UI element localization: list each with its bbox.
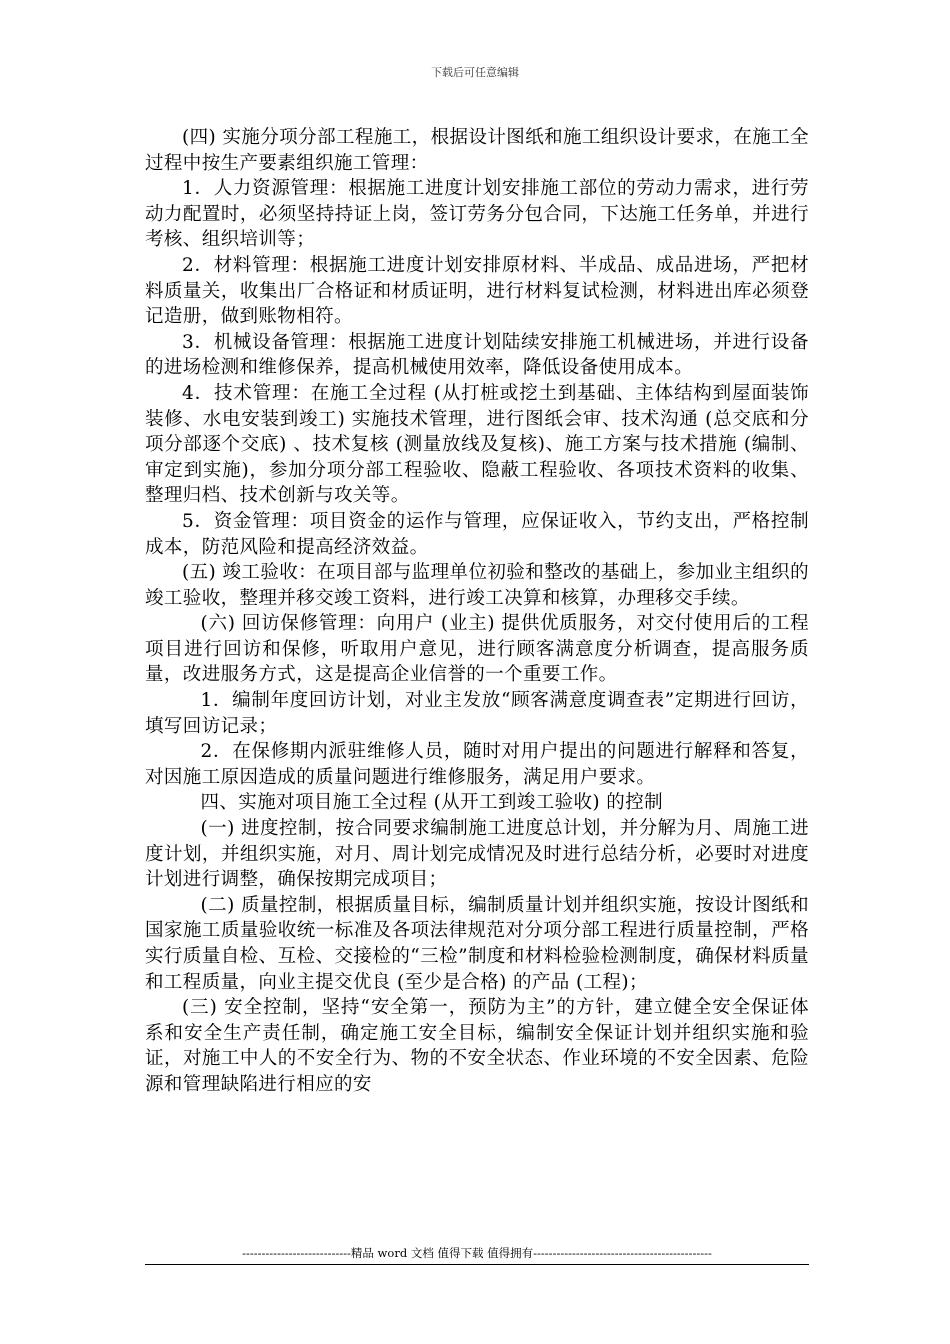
paragraph-safety-control: (三) 安全控制，坚持“安全第一，预防为主”的方针，建立健全安全保证体系和安全生产责任制，确定施工安全目标，编制安全保证计划并组织实施和验证，对施工中人的不安全行为、物的不安全状态、作业环境的不安全因素、危险源和管理缺陷进行相应的安 <box>145 997 809 1095</box>
section-heading-control: 四、实施对项目施工全过程 (从开工到竣工验收) 的控制 <box>200 792 663 814</box>
paragraph-materials: 2．材料管理：根据施工进度计划安排原材料、半成品、成品进场，严把材料质量关，收集出厂合格证和材质证明，进行材料复试检测，材料进出库必须登记造册，做到账物相符。 <box>145 254 809 328</box>
paragraph-human-resources: 1．人力资源管理：根据施工进度计划安排施工部位的劳动力需求，进行劳动力配置时，必须坚持持证上岗，签订劳务分包合同，下达施工任务单，并进行考核、组织培训等； <box>145 178 809 251</box>
paragraph-visit-plan: 1．编制年度回访计划，对业主发放“顾客满意度调查表”定期进行回访，填写回访记录； <box>145 690 809 737</box>
footer-rule <box>145 1264 809 1265</box>
paragraph-quality-control: (二) 质量控制，根据质量目标，编制质量计划并组织实施，按设计图纸和国家施工质量验收统一标准及各项法律规范对分项分部工程进行质量控制，严格实行质量自检、互检、交接检的“三检”制度和材料检验检测制度，确保材料质量和工程质量，向业主提交优良 (至少是合格) 的产品 (工程)； <box>145 894 809 993</box>
paragraph-schedule-control: (一) 进度控制，按合同要求编制施工进度总计划，并分解为月、周施工进度计划，并组织实施，对月、周计划完成情况及时进行总结分析，必要时对进度计划进行调整，确保按期完成项目； <box>145 818 809 891</box>
paragraph-completion-acceptance: (五) 竣工验收：在项目部与监理单位初验和整改的基础上，参加业主组织的竣工验收，整理并移交竣工资料，进行竣工决算和核算，办理移交手续。 <box>145 562 809 609</box>
paragraph-machinery: 3．机械设备管理：根据施工进度计划陆续安排施工机械进场，并进行设备的进场检测和维修保养，提高机械使用效率，降低设备使用成本。 <box>145 331 809 379</box>
paragraph-technical: 4．技术管理：在施工全过程 (从打桩或挖土到基础、主体结构到屋面装饰装修、水电安装到竣工) 实施技术管理，进行图纸会审、技术沟通 (总交底和分项分部逐个交底) 、技术复核 (测量放线及复核)、施工方案与技术措施 (编制、审定到实施)，参加分项分部工程验收、隐蔽工程验收、各项技术资料的收集、整理归档、技术创新与攻关等。 <box>145 382 809 507</box>
paragraph-warranty: 2．在保修期内派驻维修人员，随时对用户提出的问题进行解释和答复，对因施工原因造成的质量问题进行维修服务，满足用户要求。 <box>145 741 809 788</box>
paragraph-return-visit: (六) 回访保修管理：向用户 (业主) 提供优质服务，对交付使用后的工程项目进行回访和保修，听取用户意见，进行顾客满意度分析调查，提高服务质量，改进服务方式，这是提高企业信誉的一个重要工作。 <box>145 613 809 686</box>
page-header: 下载后可任意编辑 <box>431 66 519 79</box>
paragraph-funds: 5．资金管理：项目资金的运作与管理，应保证收入，节约支出，严格控制成本，防范风险和提高经济效益。 <box>145 510 809 558</box>
page-footer: ----------------------------精品 word 文档 值得下载 值得拥有---------------------------------------------- <box>242 1246 712 1260</box>
paragraph-section-4-implementation: (四) 实施分项分部工程施工，根据设计图纸和施工组织设计要求，在施工全过程中按生产要素组织施工管理： <box>145 127 809 174</box>
document-body <box>145 125 809 1098</box>
